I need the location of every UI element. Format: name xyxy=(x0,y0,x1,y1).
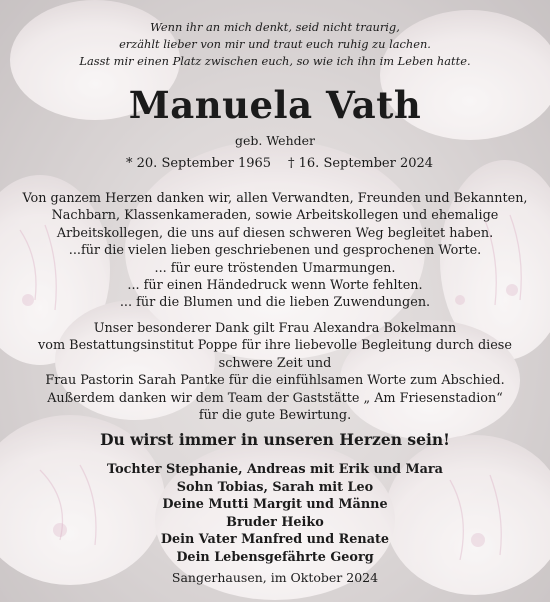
special-thanks-line: schwere Zeit und xyxy=(218,355,332,371)
deceased-name: Manuela Vath xyxy=(128,83,422,127)
thanks-line: Nachbarn, Klassenkameraden, sowie Arbeitskollegen und ehemalige xyxy=(51,208,499,224)
death-date: † 16. September 2024 xyxy=(288,156,434,171)
family-member: Bruder Heiko xyxy=(226,514,324,530)
family-member: Dein Lebensgefährte Georg xyxy=(176,549,374,565)
family-member: Dein Vater Manfred und Renate xyxy=(160,532,390,547)
poem-line: Wenn ihr an mich denkt, seid nicht traurig, xyxy=(150,20,400,34)
poem-line: Lasst mir einen Platz zwischen euch, so wie ich ihn im Leben hatte. xyxy=(79,54,471,68)
place-and-date: Sangerhausen, im Oktober 2024 xyxy=(171,570,379,585)
special-thanks-line: Unser besonderer Dank gilt Frau Alexandra Bokelmann xyxy=(93,321,457,336)
family-list xyxy=(0,461,550,566)
thanks-line: Von ganzem Herzen danken wir, allen Verwandten, Freunden und Bekannten, xyxy=(22,191,528,206)
thanks-line: ... für die Blumen und die lieben Zuwendungen. xyxy=(119,295,431,311)
thanks-line: ... für einen Händedruck wenn Worte fehlten. xyxy=(127,278,423,294)
special-thanks-text xyxy=(0,320,550,424)
family-member: Tochter Stephanie, Andreas mit Erik und Mara xyxy=(107,462,443,477)
special-thanks-line: Frau Pastorin Sarah Pantke für die einfühlsamen Worte zum Abschied. xyxy=(45,373,505,389)
poem xyxy=(0,19,550,70)
birth-name: geb. Wehder xyxy=(235,133,315,148)
special-thanks-line: vom Bestattungsinstitut Poppe für ihre liebevolle Begleitung durch diese xyxy=(38,338,512,354)
family-member: Sohn Tobias, Sarah mit Leo xyxy=(176,479,374,495)
thanks-text xyxy=(0,190,550,312)
thanks-line: ... für eure tröstenden Umarmungen. xyxy=(154,260,396,276)
thanks-line: ...für die vielen lieben geschriebenen und gesprochenen Worte. xyxy=(68,243,482,259)
motto-heading: Du wirst immer in unseren Herzen sein! xyxy=(100,430,450,449)
birth-date: * 20. September 1965 xyxy=(126,156,272,171)
special-thanks-line: Außerdem danken wir dem Team der Gaststätte „ Am Friesenstadion“ xyxy=(47,390,503,406)
special-thanks-line: für die gute Bewirtung. xyxy=(198,408,352,424)
poem-line: erzählt lieber von mir und traut euch ruhig zu lachen. xyxy=(119,37,431,51)
thanks-line: Arbeitskollegen, die uns auf diesen schweren Weg begleitet haben. xyxy=(56,225,494,241)
family-member: Deine Mutti Margit und Männe xyxy=(162,497,388,512)
